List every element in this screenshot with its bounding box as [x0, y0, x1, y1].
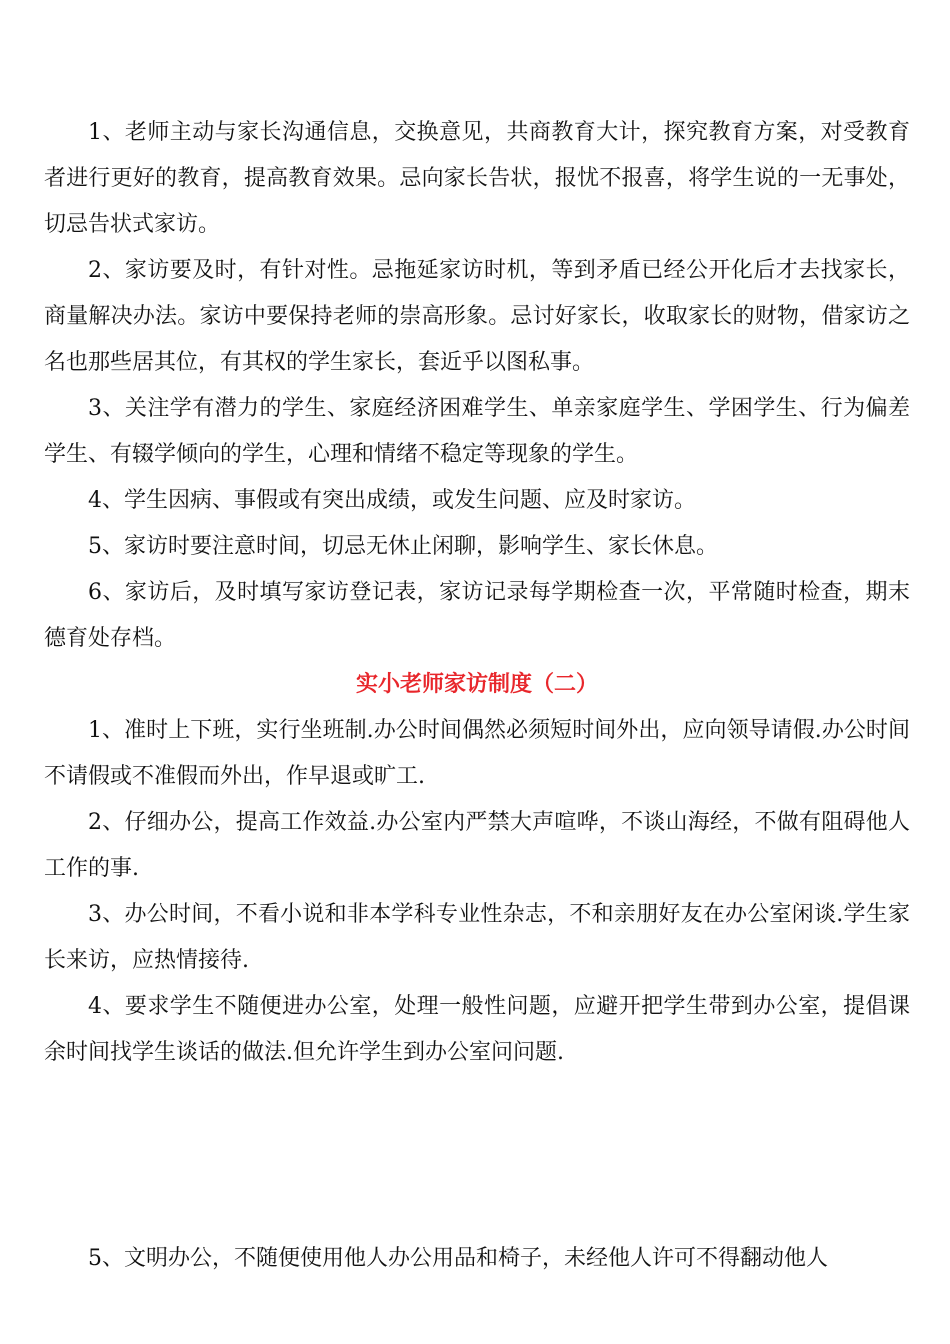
paragraph-1-2: 2、家访要及时，有针对性。忌拖延家访时机，等到矛盾已经公开化后才去找家长，商量解决办法。家访中要保持老师的崇高形象。忌讨好家长，收取家长的财物，借家访之名也那些居其位，有其权的学生家长，套近乎以图私事。	[44, 258, 910, 375]
paragraph-2-2: 2、仔细办公，提高工作效益.办公室内严禁大声喧哗，不谈山海经，不做有阻碍他人工作的事.	[44, 810, 910, 881]
paragraph-2-3: 3、办公时间，不看小说和非本学科专业性杂志，不和亲朋好友在办公室闲谈.学生家长来访，应热情接待.	[44, 902, 910, 973]
paragraph-2-4: 4、要求学生不随便进办公室，处理一般性问题，应避开把学生带到办公室，提倡课余时间找学生谈话的做法.但允许学生到办公室问问题.	[44, 994, 910, 1065]
document-page	[44, 110, 910, 1282]
paragraph-1-1: 1、老师主动与家长沟通信息，交换意见，共商教育大计，探究教育方案，对受教育者进行更好的教育，提高教育效果。忌向家长告状，报忧不报喜，将学生说的一无事处，切忌告状式家访。	[44, 120, 910, 237]
section-title: 实小老师家访制度（二）	[355, 672, 598, 697]
paragraph-1-3: 3、关注学有潜力的学生、家庭经济困难学生、单亲家庭学生、学困学生、行为偏差学生、有辍学倾向的学生，心理和情绪不稳定等现象的学生。	[44, 396, 910, 467]
paragraph-1-5: 5、家访时要注意时间，切忌无休止闲聊，影响学生、家长休息。	[88, 534, 718, 559]
paragraph-2-5: 5、文明办公，不随便使用他人办公用品和椅子，未经他人许可不得翻动他人	[88, 1246, 828, 1271]
paragraph-1-6: 6、家访后，及时填写家访登记表，家访记录每学期检查一次，平常随时检查，期末德育处存档。	[44, 580, 910, 651]
paragraph-2-1: 1、准时上下班，实行坐班制.办公时间偶然必须短时间外出，应向领导请假.办公时间不请假或不准假而外出，作早退或旷工.	[44, 718, 910, 789]
paragraph-1-4: 4、学生因病、事假或有突出成绩，或发生问题、应及时家访。	[88, 488, 696, 513]
blank-space	[44, 1076, 910, 1236]
